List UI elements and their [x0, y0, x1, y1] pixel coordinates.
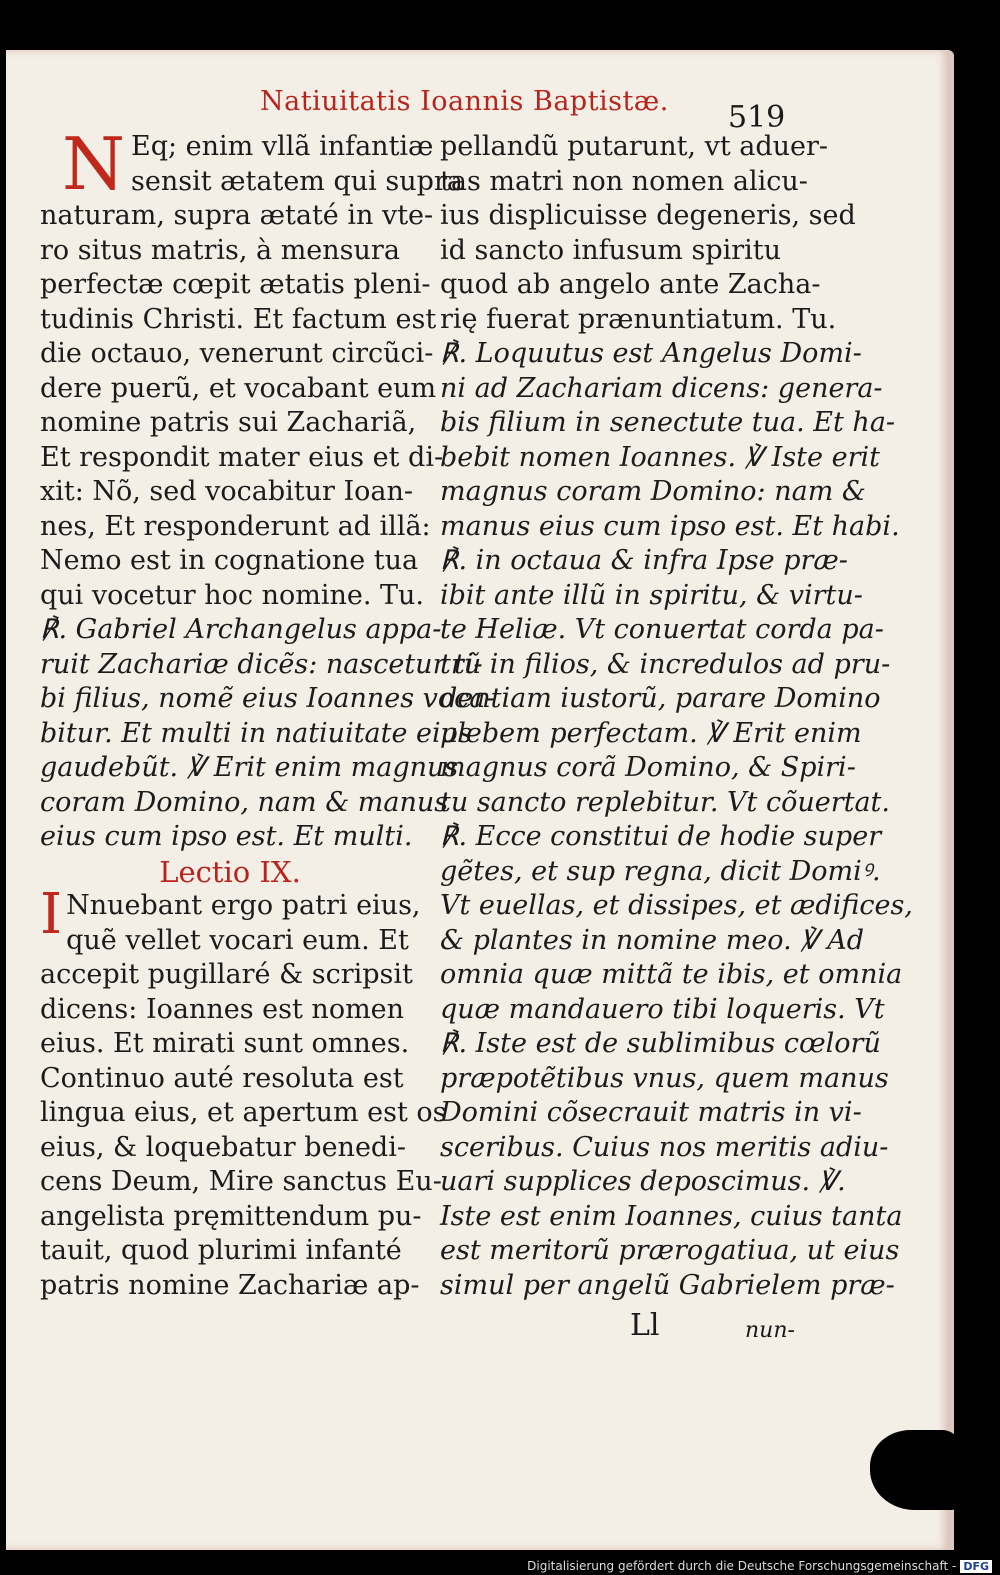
- text-line: eius cum ipso est. Et multi.: [40, 821, 413, 852]
- catchword: nun-: [745, 1318, 795, 1343]
- text-line: accepit pugillaré & scripsit: [40, 959, 413, 990]
- text-line: trũ in filios, & incredulos ad pru-: [440, 648, 891, 680]
- text-line: gẽtes, et sup regna, dicit Domiꝰ.: [440, 855, 881, 887]
- text-line: ℟. Loquutus est Angelus Domi-: [440, 338, 862, 369]
- text-line: angelista pręmittendum pu-: [40, 1200, 422, 1232]
- text-line: quẽ vellet vocari eum. Et: [66, 924, 409, 956]
- text-line: nomine patris sui Zachariã,: [40, 407, 417, 438]
- text-line: ni ad Zachariam dicens: genera-: [440, 372, 883, 404]
- text-line: sensit ætatem qui supra: [131, 165, 463, 197]
- text-line: patris nomine Zachariæ ap-: [40, 1269, 420, 1301]
- text-line: te Heliæ. Vt conuertat corda pa-: [440, 614, 884, 645]
- dfg-logo: DFG: [960, 1560, 992, 1573]
- text-line: magnus corã Domino, & Spiri-: [440, 752, 856, 783]
- left-column-text: [40, 122, 495, 855]
- text-line: sceribus. Cuius nos meritis adiu-: [440, 1131, 889, 1163]
- signature-mark: Ll: [630, 1308, 660, 1343]
- page-damage-stain: [870, 1430, 960, 1510]
- text-line: gaudebũt. ℣ Erit enim magnus: [40, 752, 459, 783]
- text-line: id sancto infusum spiritu: [440, 234, 782, 266]
- text-line: cens Deum, Mire sanctus Eu-: [40, 1166, 442, 1197]
- text-line: ℟. Ecce constitui de hodie super: [440, 821, 882, 852]
- drop-cap-initial: N: [62, 122, 125, 206]
- text-line: dicens: Ioannes est nomen: [40, 993, 405, 1025]
- text-line: tas matri non nomen alicu-: [440, 165, 808, 197]
- right-column: [440, 130, 913, 1303]
- running-title: Natiuitatis Ioannis Baptistæ.: [260, 86, 669, 117]
- text-line: Eq; enim vllã infantiæ: [131, 131, 434, 162]
- text-line: die octauo, venerunt circũci-: [40, 338, 434, 369]
- text-line: dentiam iustorũ, parare Domino: [440, 683, 881, 714]
- text-line: bebit nomen Ioannes. ℣ Iste erit: [440, 441, 880, 473]
- text-line: Nemo est in cognatione tua: [40, 545, 419, 576]
- text-line: coram Domino, nam & manus: [40, 786, 449, 818]
- left-column: [40, 122, 495, 1303]
- text-line: perfectæ cœpit ætatis pleni-: [40, 269, 431, 300]
- text-line: ius displicuisse degeneris, sed: [440, 200, 856, 231]
- digitization-credit: [527, 1559, 992, 1573]
- text-line: quod ab angelo ante Zacha-: [440, 269, 821, 300]
- text-line: ruit Zachariæ dicẽs: nascetur ti-: [40, 648, 483, 680]
- text-line: & plantes in nomine meo. ℣ Ad: [440, 924, 865, 956]
- text-line: lingua eius, et apertum est os: [40, 1097, 447, 1128]
- text-line: simul per angelũ Gabrielem præ-: [440, 1269, 895, 1301]
- text-line: magnus coram Domino: nam &: [440, 476, 866, 507]
- text-line: præpotẽtibus vnus, quem manus: [440, 1062, 889, 1094]
- text-line: est meritorũ prærogatiua, ut eius: [440, 1235, 900, 1266]
- text-line: dere puerũ, et vocabant eum: [40, 372, 437, 404]
- text-line: tu sancto replebitur. Vt cõuertat.: [440, 786, 890, 818]
- folio-number: 519: [728, 100, 786, 135]
- text-line: Iste est enim Ioannes, cuius tanta: [440, 1200, 903, 1232]
- lectio-heading: Lectio IX.: [159, 854, 301, 889]
- text-line: Et respondit mater eius et di-: [40, 441, 444, 473]
- text-line: ibit ante illũ in spiritu, & virtu-: [440, 579, 863, 611]
- text-line: Domini cõsecrauit matris in vi-: [440, 1097, 862, 1128]
- right-column-text: [440, 130, 913, 1303]
- text-line: plebem perfectam. ℣ Erit enim: [440, 717, 862, 749]
- text-line: naturam, supra ætaté in vte-: [40, 200, 434, 231]
- text-line: omnia quæ mittã te ibis, et omnia: [440, 959, 903, 990]
- lectio-text: [40, 882, 447, 1303]
- text-line: xit: Nõ, sed vocabitur Ioan-: [40, 476, 414, 507]
- text-line: ℟. in octaua & infra Ipse præ-: [440, 545, 848, 576]
- text-line: ℟. Gabriel Archangelus appa-: [40, 614, 442, 645]
- text-line: tudinis Christi. Et factum est: [40, 303, 437, 335]
- text-line: Continuo auté resoluta est: [40, 1062, 404, 1094]
- text-line: ro situs matris, à mensura: [40, 234, 400, 266]
- text-line: uari supplices deposcimus. ℣.: [440, 1166, 846, 1197]
- text-line: ℟. Iste est de sublimibus cœlorũ: [440, 1028, 881, 1059]
- text-line: bitur. Et multi in natiuitate eius: [40, 717, 472, 749]
- lectio-initial: I: [40, 882, 63, 947]
- text-line: bis filium in senectute tua. Et ha-: [440, 407, 896, 438]
- text-line: pellandũ putarunt, vt aduer-: [440, 131, 829, 162]
- credit-text: Digitalisierung gefördert durch die Deutsche Forschungsgemeinschaft -: [527, 1559, 957, 1573]
- text-line: Vt euellas, et dissipes, et ædifices,: [440, 890, 913, 921]
- text-line: eius. Et mirati sunt omnes.: [40, 1028, 410, 1059]
- text-line: eius, & loquebatur benedi-: [40, 1131, 406, 1163]
- text-line: qui vocetur hoc nomine. Tu.: [40, 579, 424, 611]
- text-line: quæ mandauero tibi loqueris. Vt: [440, 993, 885, 1025]
- text-line: bi filius, nomẽ eius Ioannes voca-: [40, 683, 495, 714]
- text-line: Nnuebant ergo patri eius,: [66, 890, 421, 921]
- text-line: manus eius cum ipso est. Et habi.: [440, 510, 900, 542]
- text-line: rię fuerat prænuntiatum. Tu.: [440, 303, 837, 335]
- text-line: tauit, quod plurimi infanté: [40, 1235, 402, 1266]
- text-line: nes, Et responderunt ad illã:: [40, 510, 431, 542]
